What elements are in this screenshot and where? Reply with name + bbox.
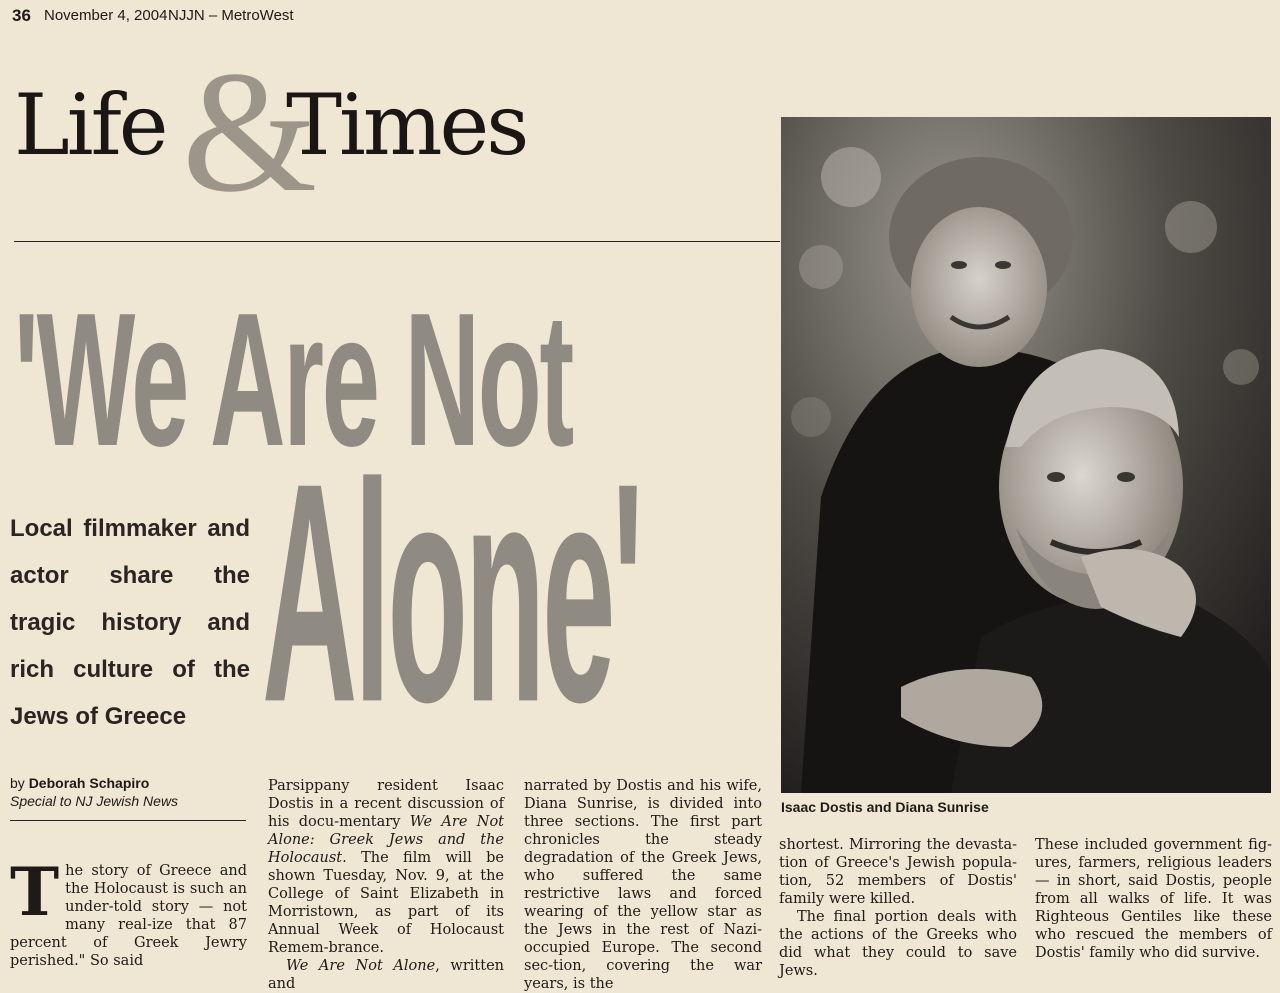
photo-dostis-sunrise [781, 117, 1271, 793]
photo-illustration [781, 117, 1271, 793]
deck-subhead: Local filmmaker and actor share the tragic history and rich culture of the Jews of Greece [10, 515, 250, 730]
byline-rule [10, 820, 246, 821]
article-column-1 [10, 853, 247, 970]
col4-paragraph-2: The final portion deals with the actions of the Greeks who did what they could to save Jews. [779, 909, 1017, 979]
col3-text: narrated by Dostis and his wife, Diana Sunrise, is divided into three sections. The first part chronicles the steady degradation of the Greek Jews, who suffered the same restrictive laws and forced wearing of the yellow star as the Jews in the rest of Nazi-occupied Europe. The second sec-tion, covering the war years, is the [524, 778, 762, 992]
col2-text-a: Parsippany resident Isaac Dostis in a recent discussion of his docu-mentary [268, 778, 504, 830]
masthead-ampersand: & [182, 35, 318, 228]
photo-caption: Isaac Dostis and Diana Sunrise [781, 799, 989, 815]
byline-author: Deborah Schapiro [28, 775, 150, 791]
film-title: We Are Not Alone: Greek Jews and the Holocaust [268, 814, 504, 866]
masthead-times: Times [286, 76, 527, 174]
paper-name: NJJN – MetroWest [168, 7, 294, 24]
article-column-4 [779, 836, 1017, 980]
section-masthead [14, 35, 574, 250]
article-column-2 [268, 777, 504, 993]
col1-text: he story of Greece and the Holocaust is such an under-told story — not many real-ize that 87 percent of Greek Jewry perished." So said [10, 863, 247, 969]
col2-paragraph-2 [268, 957, 504, 993]
headline-line-1: 'We Are Not [14, 274, 573, 486]
article-column-5 [1035, 836, 1272, 962]
col2-p2-text: , written and [268, 958, 504, 992]
col2-paragraph-1 [268, 777, 504, 957]
film-title-short: We Are Not Alone [286, 958, 436, 974]
drop-cap: T [10, 853, 60, 931]
byline-prefix: by [10, 775, 25, 791]
article-column-3 [524, 777, 762, 993]
byline-role: Special to NJ Jewish News [10, 793, 179, 809]
issue-date: November 4, 2004 [44, 7, 168, 24]
page-number: 36 [12, 6, 31, 25]
byline [10, 775, 149, 791]
headline-line-2: Alone' [262, 418, 641, 767]
col4-paragraph-1: shortest. Mirroring the devasta-tion of Greece's Jewish popula-tion, 52 members of Dostis' family were killed. [779, 837, 1017, 907]
masthead-life: Life [14, 76, 166, 174]
col2-text-b: . The film will be shown Tuesday, Nov. 9, at the College of Saint Elizabeth in Morristown, as part of its Annual Week of Holocaust Remem-brance. [268, 850, 504, 956]
masthead-rule [14, 241, 780, 242]
col5-text: These included government fig-ures, farmers, religious leaders — in short, said Dostis, people from all walks of life. It was Righteous Gentiles like these who rescued the members of Dostis' family who did survive. [1035, 837, 1272, 961]
